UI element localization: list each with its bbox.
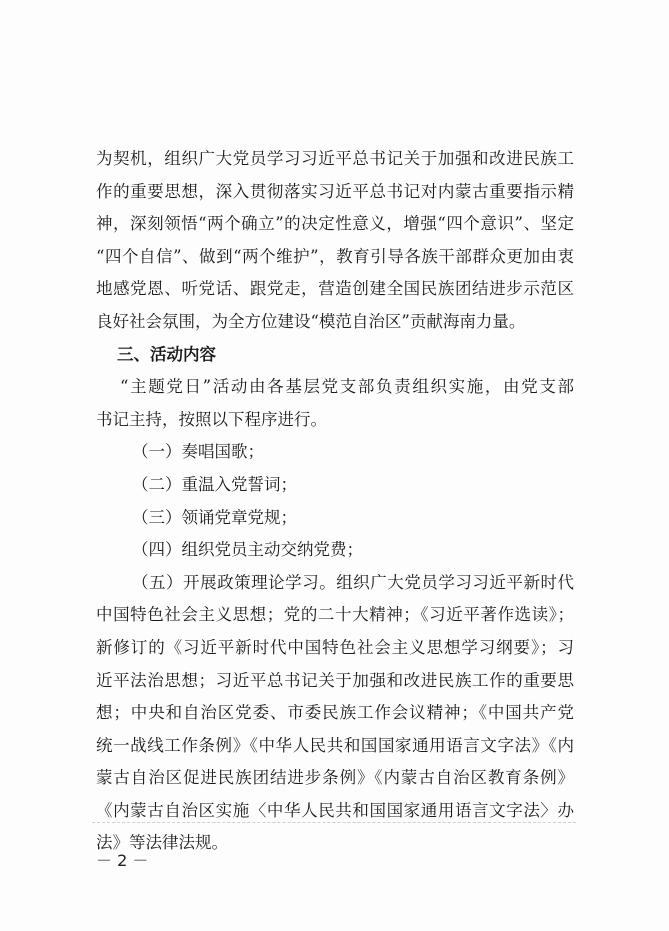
paragraph-line: 中国特色社会主义思想；党的二十大精神；《习近平著作选读》； xyxy=(96,605,574,625)
list-item-study-paragraph xyxy=(96,567,574,860)
paragraph-line: 《内蒙古自治区实施〈中华人民共和国国家通用语言文字法〉办 xyxy=(96,800,574,820)
paragraph-line: （五）开展政策理论学习。组织广大党员学习习近平新时代 xyxy=(132,572,574,592)
activity-description-paragraph xyxy=(96,371,574,436)
list-item: （四）组织党员主动交纳党费； xyxy=(132,540,363,560)
procedure-list xyxy=(96,436,574,566)
paragraph-line: 为契机，组织广大党员学习习近平总书记关于加强和改进民族工 xyxy=(96,149,574,168)
paragraph-line: 法》等法律法规。 xyxy=(96,833,228,853)
list-item: （三）领诵党章党规； xyxy=(132,507,297,527)
section-heading: 三、活动内容 xyxy=(117,344,216,364)
list-item: （二）重温入党誓词； xyxy=(132,474,297,494)
paragraph-line: 统一战线工作条例》《中华人民共和国国家通用语言文字法》《内 xyxy=(96,735,574,755)
paragraph-line: 地感党恩、听党话、跟党走，营造创建全国民族团结进步示范区 xyxy=(96,279,574,299)
paragraph-line: “四个自信”、做到“两个维护”，教育引导各族干部群众更加由衷 xyxy=(96,246,574,266)
list-item: （一）奏唱国歌； xyxy=(132,442,264,462)
paragraph-line: 神，深刻领悟“两个确立”的决定性意义，增强“四个意识”、坚定 xyxy=(96,214,574,234)
paragraph-line: 新修订的《习近平新时代中国特色社会主义思想学习纲要》；习 xyxy=(96,637,574,657)
paragraph-line: 想；中央和自治区党委、市委民族工作会议精神；《中国共产党 xyxy=(96,703,574,723)
paragraph-line: 作的重要思想，深入贯彻落实习近平总书记对内蒙古重要指示精 xyxy=(96,181,574,201)
paragraph-line: 良好社会氛围，为全方位建设“模范自治区”贡献海南力量。 xyxy=(96,311,526,331)
document-body xyxy=(96,143,574,860)
footer-divider xyxy=(92,822,576,823)
paragraph-line: 近平法治思想；习近平总书记关于加强和改进民族工作的重要思 xyxy=(96,670,574,690)
paragraph-line: 蒙古自治区促进民族团结进步条例》《内蒙古自治区教育条例》 xyxy=(96,768,574,788)
paragraph-line: 书记主持，按照以下程序进行。 xyxy=(96,409,327,429)
intro-paragraph xyxy=(96,143,574,339)
paragraph-line: “主题党日”活动由各基层党支部负责组织实施，由党支部 xyxy=(120,377,574,397)
page-number: － 2 － xyxy=(96,851,149,870)
